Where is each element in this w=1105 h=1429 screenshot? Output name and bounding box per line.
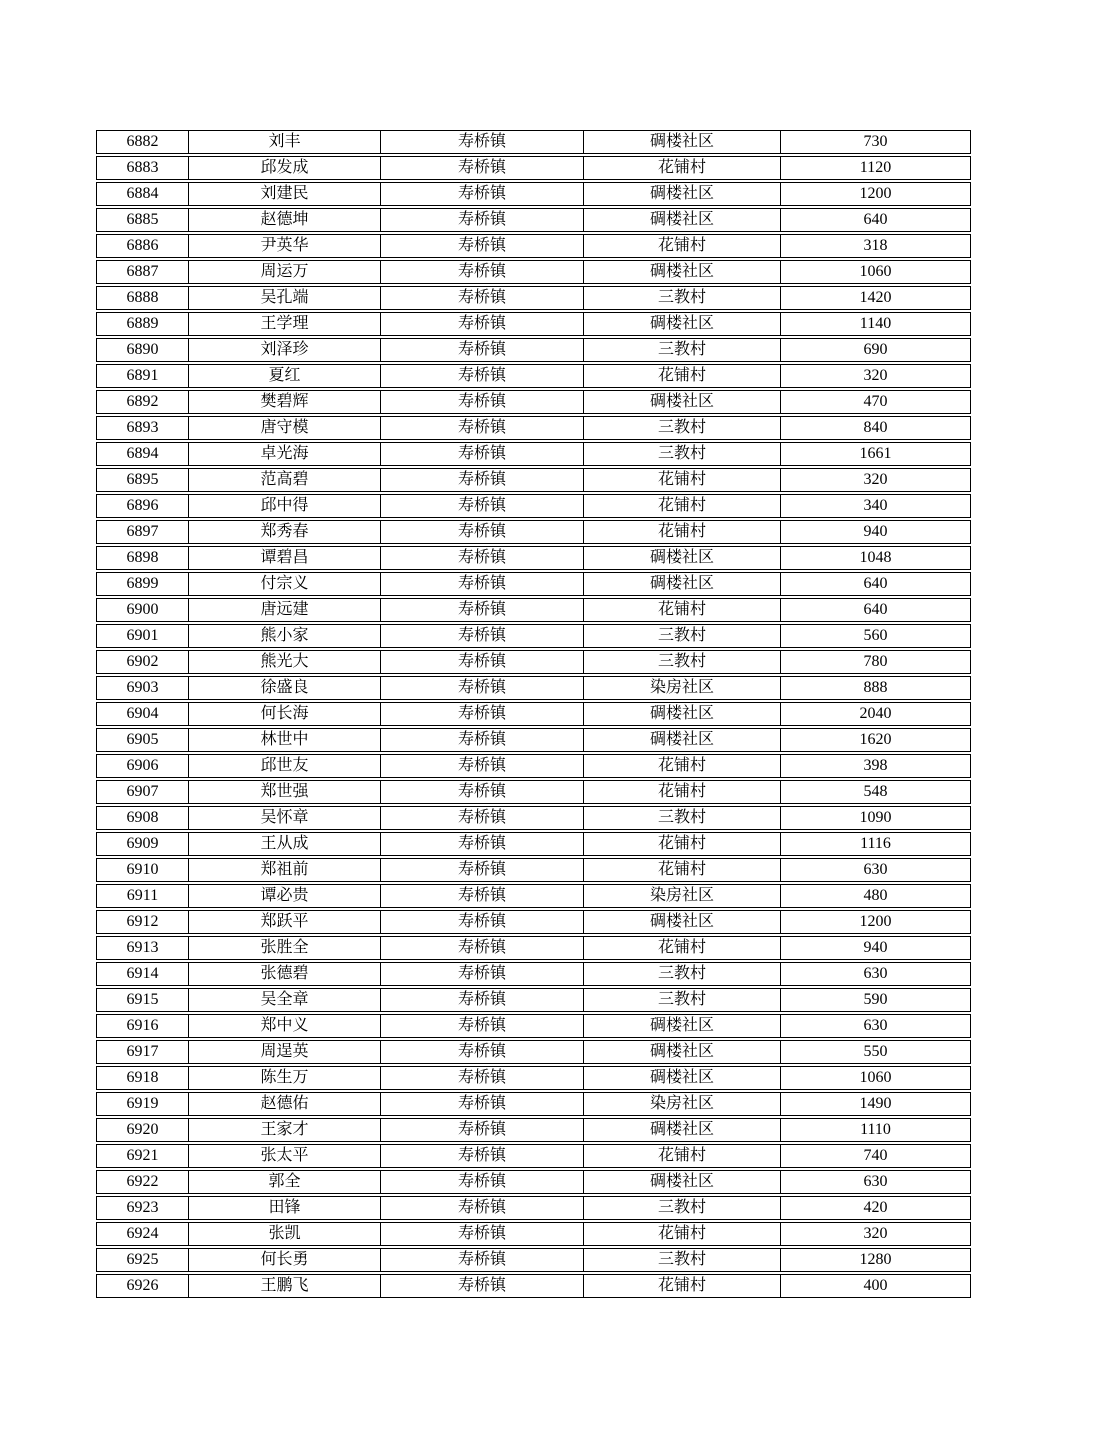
cell-amount: 630 [863,1173,888,1190]
cell-serial-number: 6884 [97,183,189,205]
cell-village: 三教村 [584,287,781,309]
cell-amount: 1048 [859,549,892,566]
table-row [96,182,971,206]
cell-person-name: 唐守模 [189,417,381,439]
cell-village: 碉楼社区 [584,391,781,413]
cell-amount: 480 [863,887,888,904]
cell-town: 寿桥镇 [381,131,584,153]
table-row [96,390,971,414]
cell-village: 三教村 [584,625,781,647]
cell-amount: 1490 [859,1095,892,1112]
cell-person-name: 吴孔端 [189,287,381,309]
cell-amount: 2040 [859,705,892,722]
cell-amount: 320 [863,367,888,384]
table-row [96,494,971,518]
cell-person-name: 熊小家 [189,625,381,647]
cell-serial-number: 6891 [97,365,189,387]
cell-village: 花铺村 [584,859,781,881]
cell-serial-number: 6915 [97,989,189,1011]
cell-town: 寿桥镇 [381,885,584,907]
table-row [96,858,971,882]
cell-town: 寿桥镇 [381,625,584,647]
cell-town: 寿桥镇 [381,1197,584,1219]
cell-person-name: 王从成 [189,833,381,855]
cell-village: 碉楼社区 [584,1015,781,1037]
cell-amount: 340 [863,497,888,514]
table-row [96,130,971,154]
cell-village: 染房社区 [584,885,781,907]
cell-town: 寿桥镇 [381,521,584,543]
cell-serial-number: 6901 [97,625,189,647]
cell-serial-number: 6885 [97,209,189,231]
cell-serial-number: 6912 [97,911,189,933]
table-row [96,962,971,986]
cell-serial-number: 6906 [97,755,189,777]
cell-town: 寿桥镇 [381,1275,584,1297]
table-row [96,728,971,752]
table-row [96,1222,971,1246]
table-row [96,754,971,778]
cell-village: 三教村 [584,339,781,361]
cell-person-name: 徐盛良 [189,677,381,699]
cell-person-name: 夏红 [189,365,381,387]
cell-person-name: 周运万 [189,261,381,283]
cell-serial-number: 6921 [97,1145,189,1167]
cell-serial-number: 6904 [97,703,189,725]
cell-amount: 1200 [859,913,892,930]
cell-serial-number: 6903 [97,677,189,699]
cell-serial-number: 6919 [97,1093,189,1115]
table-row [96,624,971,648]
cell-town: 寿桥镇 [381,443,584,465]
cell-serial-number: 6897 [97,521,189,543]
cell-town: 寿桥镇 [381,989,584,1011]
cell-town: 寿桥镇 [381,287,584,309]
cell-town: 寿桥镇 [381,833,584,855]
cell-town: 寿桥镇 [381,1093,584,1115]
cell-serial-number: 6889 [97,313,189,335]
cell-serial-number: 6883 [97,157,189,179]
cell-amount: 1110 [860,1121,891,1138]
cell-serial-number: 6911 [97,885,189,907]
cell-amount: 400 [863,1277,888,1294]
table-row [96,1118,971,1142]
cell-village: 三教村 [584,443,781,465]
cell-person-name: 邱发成 [189,157,381,179]
cell-amount: 318 [863,237,888,254]
cell-town: 寿桥镇 [381,937,584,959]
table-row [96,546,971,570]
cell-amount: 560 [863,627,888,644]
table-row [96,676,971,700]
table-row [96,468,971,492]
cell-village: 碉楼社区 [584,261,781,283]
cell-amount: 940 [863,939,888,956]
cell-person-name: 尹英华 [189,235,381,257]
cell-village: 三教村 [584,807,781,829]
table-row [96,988,971,1012]
cell-village: 花铺村 [584,755,781,777]
cell-serial-number: 6896 [97,495,189,517]
table-row [96,442,971,466]
cell-town: 寿桥镇 [381,339,584,361]
cell-serial-number: 6886 [97,235,189,257]
cell-serial-number: 6899 [97,573,189,595]
cell-person-name: 郑秀春 [189,521,381,543]
cell-village: 花铺村 [584,235,781,257]
cell-amount: 420 [863,1199,888,1216]
cell-serial-number: 6908 [97,807,189,829]
cell-person-name: 范高碧 [189,469,381,491]
table-row [96,416,971,440]
table-row [96,520,971,544]
table-row [96,156,971,180]
cell-person-name: 郑中义 [189,1015,381,1037]
cell-amount: 1420 [859,289,892,306]
table-row [96,832,971,856]
cell-serial-number: 6920 [97,1119,189,1141]
cell-amount: 1661 [859,445,892,462]
cell-amount: 630 [863,965,888,982]
cell-town: 寿桥镇 [381,859,584,881]
cell-serial-number: 6900 [97,599,189,621]
cell-town: 寿桥镇 [381,469,584,491]
cell-town: 寿桥镇 [381,963,584,985]
cell-village: 花铺村 [584,365,781,387]
cell-person-name: 唐远建 [189,599,381,621]
cell-amount: 548 [863,783,888,800]
table-row [96,1248,971,1272]
cell-town: 寿桥镇 [381,1223,584,1245]
cell-town: 寿桥镇 [381,651,584,673]
cell-amount: 630 [863,1017,888,1034]
cell-person-name: 林世中 [189,729,381,751]
cell-serial-number: 6894 [97,443,189,465]
cell-person-name: 王家才 [189,1119,381,1141]
cell-town: 寿桥镇 [381,781,584,803]
cell-serial-number: 6893 [97,417,189,439]
cell-town: 寿桥镇 [381,495,584,517]
cell-serial-number: 6905 [97,729,189,751]
cell-town: 寿桥镇 [381,209,584,231]
cell-town: 寿桥镇 [381,911,584,933]
cell-amount: 1280 [859,1251,892,1268]
cell-village: 花铺村 [584,1145,781,1167]
cell-village: 花铺村 [584,1223,781,1245]
cell-village: 碉楼社区 [584,1119,781,1141]
cell-town: 寿桥镇 [381,1171,584,1193]
cell-person-name: 赵德佑 [189,1093,381,1115]
cell-person-name: 刘建民 [189,183,381,205]
cell-village: 三教村 [584,417,781,439]
table-row [96,234,971,258]
cell-village: 花铺村 [584,833,781,855]
cell-person-name: 邱世友 [189,755,381,777]
cell-village: 碉楼社区 [584,703,781,725]
cell-amount: 780 [863,653,888,670]
cell-town: 寿桥镇 [381,677,584,699]
table-row [96,884,971,908]
cell-person-name: 吴怀章 [189,807,381,829]
cell-town: 寿桥镇 [381,261,584,283]
table-row [96,1196,971,1220]
cell-amount: 320 [863,471,888,488]
cell-amount: 690 [863,341,888,358]
cell-person-name: 赵德坤 [189,209,381,231]
cell-person-name: 吴全章 [189,989,381,1011]
table-row [96,780,971,804]
cell-village: 花铺村 [584,157,781,179]
cell-serial-number: 6913 [97,937,189,959]
cell-town: 寿桥镇 [381,703,584,725]
table-row [96,650,971,674]
table-row [96,1014,971,1038]
cell-village: 三教村 [584,651,781,673]
cell-person-name: 谭碧昌 [189,547,381,569]
cell-person-name: 刘丰 [189,131,381,153]
cell-person-name: 张太平 [189,1145,381,1167]
table-row [96,260,971,284]
table-row [96,1144,971,1168]
cell-amount: 1090 [859,809,892,826]
cell-amount: 590 [863,991,888,1008]
cell-amount: 640 [863,601,888,618]
cell-amount: 730 [863,133,888,150]
cell-town: 寿桥镇 [381,573,584,595]
cell-person-name: 谭必贵 [189,885,381,907]
cell-person-name: 张凯 [189,1223,381,1245]
cell-town: 寿桥镇 [381,1067,584,1089]
cell-serial-number: 6882 [97,131,189,153]
cell-person-name: 郑祖前 [189,859,381,881]
cell-town: 寿桥镇 [381,365,584,387]
cell-serial-number: 6918 [97,1067,189,1089]
cell-person-name: 陈生万 [189,1067,381,1089]
cell-person-name: 郭全 [189,1171,381,1193]
cell-serial-number: 6890 [97,339,189,361]
table-row [96,286,971,310]
cell-serial-number: 6887 [97,261,189,283]
cell-town: 寿桥镇 [381,235,584,257]
cell-amount: 640 [863,211,888,228]
cell-amount: 1120 [859,159,892,176]
cell-town: 寿桥镇 [381,755,584,777]
table-row [96,1274,971,1298]
cell-village: 碉楼社区 [584,313,781,335]
cell-person-name: 刘泽珍 [189,339,381,361]
cell-serial-number: 6895 [97,469,189,491]
cell-village: 碉楼社区 [584,131,781,153]
cell-amount: 1060 [859,1069,892,1086]
cell-serial-number: 6914 [97,963,189,985]
cell-village: 花铺村 [584,937,781,959]
cell-village: 三教村 [584,963,781,985]
cell-person-name: 郑世强 [189,781,381,803]
cell-serial-number: 6909 [97,833,189,855]
cell-serial-number: 6923 [97,1197,189,1219]
cell-town: 寿桥镇 [381,1145,584,1167]
table-row [96,208,971,232]
cell-person-name: 郑跃平 [189,911,381,933]
cell-village: 碉楼社区 [584,183,781,205]
cell-serial-number: 6922 [97,1171,189,1193]
cell-serial-number: 6926 [97,1275,189,1297]
cell-amount: 1200 [859,185,892,202]
cell-serial-number: 6892 [97,391,189,413]
cell-serial-number: 6910 [97,859,189,881]
table-row [96,1066,971,1090]
cell-amount: 550 [863,1043,888,1060]
cell-village: 三教村 [584,989,781,1011]
cell-town: 寿桥镇 [381,807,584,829]
cell-village: 碉楼社区 [584,1171,781,1193]
cell-village: 三教村 [584,1249,781,1271]
cell-village: 碉楼社区 [584,729,781,751]
table-row [96,338,971,362]
cell-person-name: 王鹏飞 [189,1275,381,1297]
table-row [96,598,971,622]
table-row [96,1092,971,1116]
cell-amount: 1140 [859,315,892,332]
cell-person-name: 周逞英 [189,1041,381,1063]
cell-serial-number: 6898 [97,547,189,569]
cell-serial-number: 6916 [97,1015,189,1037]
table-row [96,1170,971,1194]
cell-amount: 398 [863,757,888,774]
cell-town: 寿桥镇 [381,1041,584,1063]
table-row [96,702,971,726]
cell-amount: 640 [863,575,888,592]
cell-village: 三教村 [584,1197,781,1219]
cell-village: 花铺村 [584,521,781,543]
table-row [96,312,971,336]
cell-village: 花铺村 [584,781,781,803]
cell-town: 寿桥镇 [381,1119,584,1141]
table-row [96,572,971,596]
table-row [96,364,971,388]
cell-amount: 940 [863,523,888,540]
table-row [96,910,971,934]
records-table [96,130,971,1300]
cell-serial-number: 6917 [97,1041,189,1063]
cell-person-name: 王学理 [189,313,381,335]
cell-town: 寿桥镇 [381,183,584,205]
table-row [96,936,971,960]
cell-amount: 630 [863,861,888,878]
cell-town: 寿桥镇 [381,1015,584,1037]
cell-serial-number: 6907 [97,781,189,803]
table-row [96,806,971,830]
cell-person-name: 张德碧 [189,963,381,985]
cell-person-name: 田锋 [189,1197,381,1219]
cell-person-name: 樊碧辉 [189,391,381,413]
cell-amount: 888 [863,679,888,696]
cell-village: 碉楼社区 [584,573,781,595]
cell-serial-number: 6902 [97,651,189,673]
cell-person-name: 何长勇 [189,1249,381,1271]
cell-serial-number: 6924 [97,1223,189,1245]
cell-village: 碉楼社区 [584,911,781,933]
cell-village: 花铺村 [584,495,781,517]
cell-person-name: 张胜全 [189,937,381,959]
cell-person-name: 何长海 [189,703,381,725]
cell-amount: 1116 [860,835,891,852]
cell-amount: 740 [863,1147,888,1164]
cell-village: 碉楼社区 [584,1041,781,1063]
cell-serial-number: 6925 [97,1249,189,1271]
cell-village: 染房社区 [584,677,781,699]
cell-person-name: 邱中得 [189,495,381,517]
cell-town: 寿桥镇 [381,547,584,569]
cell-town: 寿桥镇 [381,417,584,439]
cell-amount: 1620 [859,731,892,748]
cell-town: 寿桥镇 [381,313,584,335]
cell-amount: 1060 [859,263,892,280]
cell-amount: 470 [863,393,888,410]
cell-village: 花铺村 [584,469,781,491]
cell-amount: 840 [863,419,888,436]
cell-person-name: 付宗义 [189,573,381,595]
table-row [96,1040,971,1064]
cell-village: 碉楼社区 [584,1067,781,1089]
cell-village: 染房社区 [584,1093,781,1115]
cell-town: 寿桥镇 [381,391,584,413]
cell-serial-number: 6888 [97,287,189,309]
cell-town: 寿桥镇 [381,1249,584,1271]
cell-person-name: 熊光大 [189,651,381,673]
cell-town: 寿桥镇 [381,157,584,179]
cell-town: 寿桥镇 [381,599,584,621]
cell-village: 碉楼社区 [584,209,781,231]
cell-town: 寿桥镇 [381,729,584,751]
cell-amount: 320 [863,1225,888,1242]
cell-village: 花铺村 [584,1275,781,1297]
cell-village: 碉楼社区 [584,547,781,569]
cell-person-name: 卓光海 [189,443,381,465]
cell-village: 花铺村 [584,599,781,621]
